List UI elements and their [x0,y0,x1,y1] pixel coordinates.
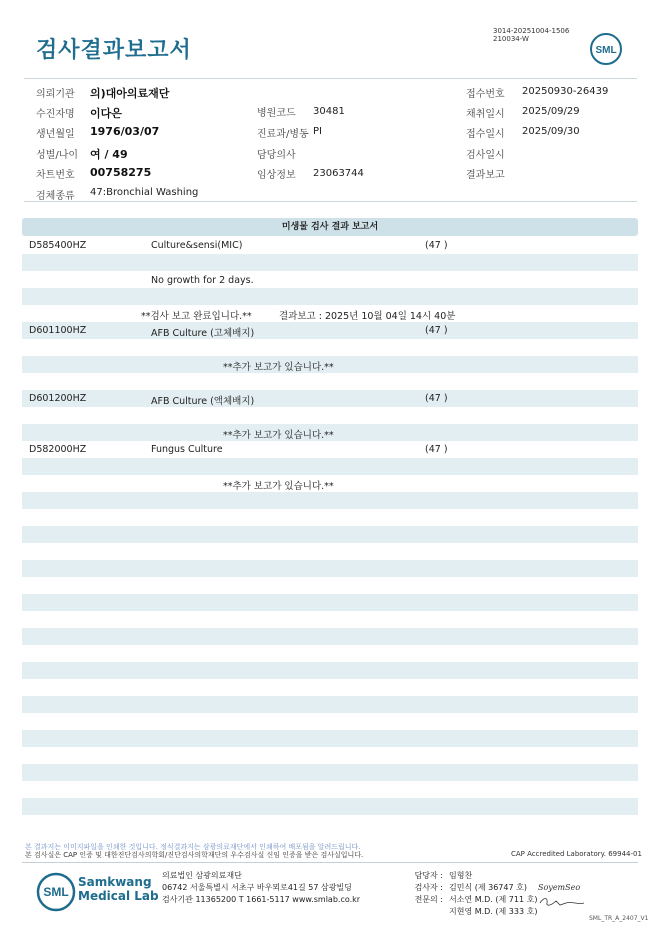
result-report-label: 결과보고 [466,170,505,181]
table-row-stripe [22,764,638,781]
patient-value: 이다은 [90,107,122,120]
sex-age-label: 성별/나이 [36,150,79,161]
lab-address [162,870,360,906]
signature-text: SoyemSeo [538,883,581,892]
staff-label: 검사자 : [414,883,443,892]
report-timestamp: 결과보고 : 2025년 10월 04일 14시 40분 [279,311,456,322]
sex-age-value: 여 / 49 [90,148,128,161]
collection-date-label: 채취일시 [466,109,505,120]
table-row-stripe [22,288,638,305]
test-name: Culture&sensi(MIC) [151,240,243,251]
specimen-code: (47 ) [425,325,448,336]
document-id [493,27,569,43]
test-code: D582000HZ [29,444,87,455]
exam-date-label: 검사일시 [466,150,505,161]
sml-brand-logo-text: SML [43,885,69,899]
test-name: Fungus Culture [151,444,223,455]
table-row-stripe [22,730,638,747]
table-row-stripe [22,458,638,475]
specimen-code: (47 ) [425,393,448,404]
requester-label: 의뢰기관 [36,89,75,100]
test-code: D585400HZ [29,240,87,251]
staff-label: 전문의 : [414,895,443,904]
report-complete-note: **검사 보고 완료입니다.** [141,311,252,322]
requester-value: 의)대아의료재단 [90,87,170,100]
clinical-info-value: 23063744 [313,168,364,179]
signature-icon [538,879,593,909]
brand-name [78,875,159,903]
brand-name-line2: Medical Lab [78,889,159,903]
dob-value: 1976/03/07 [90,125,160,138]
staff-label: 담당자 : [414,871,443,880]
chart-label: 차트번호 [36,170,75,181]
collection-date-value: 2025/09/29 [522,106,580,117]
hospital-code-value: 30481 [313,106,345,117]
test-result: No growth for 2 days. [151,275,254,286]
sml-logo-text: SML [595,45,617,56]
test-name: AFB Culture (고체배지) [151,328,255,339]
table-row-stripe [22,254,638,271]
report-title: 검사결과보고서 [36,38,192,63]
additional-report-note: **추가 보고가 있습니다.** [223,362,334,373]
lab-name: 의료법인 삼광의료재단 [162,871,242,880]
receipt-date-label: 접수일시 [466,129,505,140]
document-id-line1: 3014-20251004-1506 [493,27,570,35]
test-code: D601100HZ [29,325,87,336]
chart-value: 00758275 [90,166,152,179]
sml-logo-icon [590,33,622,65]
specimen-code: (47 ) [425,240,448,251]
additional-report-note: **추가 보고가 있습니다.** [223,481,334,492]
staff-value: 서소연 M.D. (제 711 호) [449,895,538,904]
table-row-stripe [22,662,638,679]
department-value: PI [313,126,322,137]
specimen-code: (47 ) [425,444,448,455]
table-row-stripe [22,390,638,407]
specimen-label: 검체종류 [36,191,75,202]
additional-report-note: **추가 보고가 있습니다.** [223,430,334,441]
footer-divider [22,862,638,863]
staff-values [449,870,537,918]
specimen-value: 47:Bronchial Washing [90,187,199,198]
staff-value: 김민식 (제 36747 호) [449,883,527,892]
table-row-stripe [22,628,638,645]
table-row-stripe [22,798,638,815]
table-row-stripe [22,696,638,713]
table-row-stripe [22,526,638,543]
clinical-info-label: 임상정보 [257,170,296,181]
test-code: D601200HZ [29,393,87,404]
accession-label: 접수번호 [466,89,505,100]
staff-value: 지현영 M.D. (제 333 호) [449,907,538,916]
patient-label: 수진자명 [36,109,75,120]
table-row-stripe [22,594,638,611]
header-top-line [24,78,637,79]
table-row-stripe [22,322,638,339]
receipt-date-value: 2025/09/30 [522,126,580,137]
lab-street: 06742 서울특별시 서초구 바우뫼로41길 57 삼광빌딩 [162,883,352,892]
brand-name-line1: Samkwang [78,875,152,889]
document-id-line2: 210034-W [493,35,529,43]
sml-brand-logo-icon [36,872,76,912]
cap-accreditation: CAP Accredited Laboratory. 69944-01 [511,850,642,858]
lab-contact: 검사기관 11365200 T 1661-5117 www.smlab.co.kr [162,895,361,904]
image-copy-notice: 본 결과지는 이미지파일을 인쇄한 것입니다. 정식결과지는 삼광의료재단에서 인쇄하여 배포됨을 알려드립니다. [25,843,361,851]
section-title: 미생물 검사 결과 보고서 [22,218,638,236]
table-row-stripe [22,492,638,509]
accession-value: 20250930-26439 [522,86,609,97]
table-row-stripe [22,560,638,577]
accreditation-notice: 본 검사실은 CAP 인증 및 대한진단검사의학회/진단검사의학재단의 우수검사실 신임 인증을 받은 검사실입니다. [25,851,364,859]
test-name: AFB Culture (액체배지) [151,396,255,407]
staff-value: 임형찬 [449,871,473,880]
form-code: SML_TR_A_2407_V1 [589,915,649,922]
staff-labels [413,870,443,906]
dob-label: 생년월일 [36,129,75,140]
hospital-code-label: 병원코드 [257,108,296,119]
department-label: 진료과/병동 [257,129,309,140]
header-bottom-line [24,201,637,202]
doctor-label: 담당의사 [257,150,296,161]
